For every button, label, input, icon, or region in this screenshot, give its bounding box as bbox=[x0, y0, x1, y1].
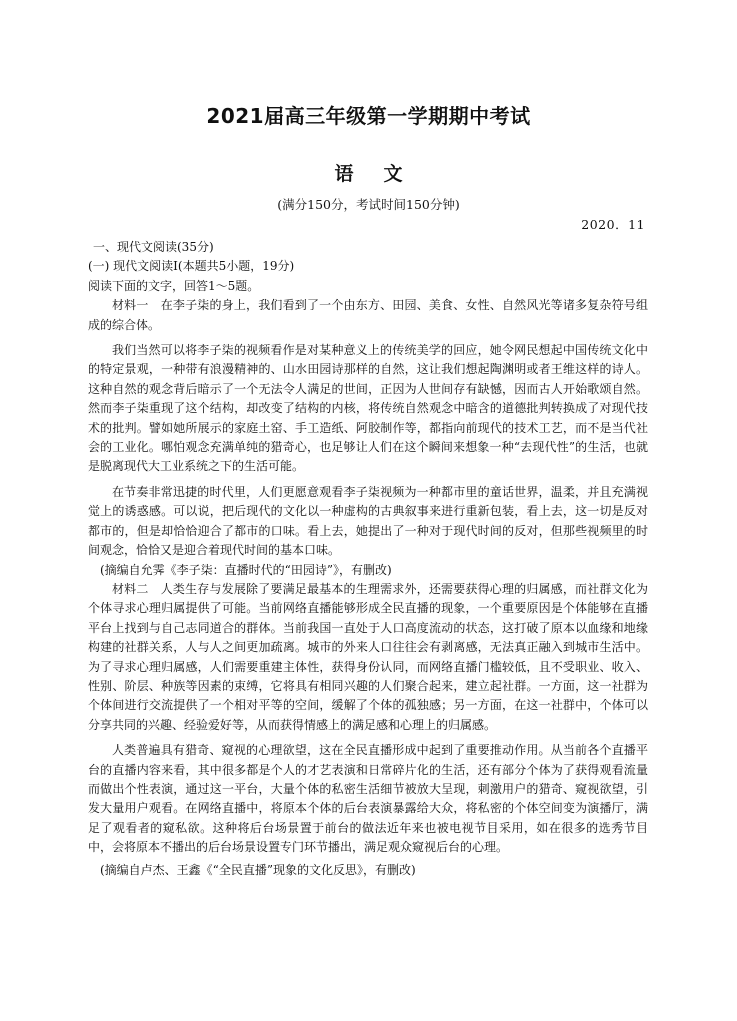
subject-heading: 语文 bbox=[334, 163, 433, 185]
material2-paragraph: 材料二 人类生存与发展除了要满足最基本的生理需求外，还需要获得心理的归属感，而社群文化为个体寻求心理归属提供了可能。当前网络直播能够形成全民直播的现象，一个重要原因是个体能够在直播平台上找到与自己志同道合的群体。当前我国一直处于人口高度流动的状态，这打破了原本以血缘和地缘构建的社群关系，人与人之间更加疏离。城市的外来人口往往会有剥离感，无法真正融入到城市生活中。为了寻求心理归属感，人们需要重建主体性，获得身份认同，而网络直播门槛较低，且不受职业、收入、性别、阶层、种族等因素的束缚，它将具有相同兴趣的人们聚合起来，建立起社群。一方面，这一社群为个体间进行交流提供了一个相对平等的空间，缓解了个体的孤独感；另一方面，在这一社群中，个体可以分享共同的兴趣、经验爱好等，从而获得情感上的满足感和心理上的归属感。 bbox=[88, 581, 648, 732]
material2-paragraph: 人类普遍具有猎奇、窥视的心理欲望，这在全民直播形成中起到了重要推动作用。从当前各个直播平台的直播内容来看，其中很多都是个人的才艺表演和日常碎片化的生活，还有部分个体为了获得观看流量而做出个性表演，通过这一平台，大量个体的私密生活细节被放大呈现，刺激用户的猎奇、窥视欲望，引发大量用户观看。在网络直播中，将原本个体的后台表演暴露给大众，将私密的个体空间变为演播厅，满足了观看者的窥私欲。这种将后台场景置于前台的做法近年来也被电视节目采用，如在很多的选秀节目中，会将原本不播出的后台场景设置专门环节播出，满足观众窥视后台的心理。 bbox=[88, 743, 648, 855]
material2-source: (摘编自卢杰、王鑫《“全民直播”现象的文化反思》，有删改) bbox=[100, 862, 416, 877]
exam-title: 2021届高三年级第一学期期中考试 bbox=[206, 104, 531, 128]
material1-paragraph: 材料一 在李子柒的身上，我们看到了一个由东方、田园、美食、女性、自然风光等诸多复杂符号组成的综合体。 bbox=[88, 298, 648, 332]
section-heading: 一、现代文阅读(35分) bbox=[93, 240, 214, 254]
material1-paragraph: 我们当然可以将李子柒的视频看作是对某种意义上的传统美学的回应，她令网民想起中国传统文化中的特定景观，一种带有浪漫精神的、山水田园诗那样的自然，这让我们想起陶渊明或者王维这样的诗人。这种自然的观念背后暗示了一个无法令人满足的世间，正因为人世间存有缺憾，因而古人开始歌颂自然。然而李子柒重现了这个结构，却改变了结构的内核，将传统自然观念中暗含的道德批判转换成了对现代技术的批判。譬如她所展示的家庭土窑、手工造纸、阿胶制作等，都指向前现代的技术工艺，而不是当代社会的工业化。哪怕观念充满单纯的猎奇心，也足够让人们在这个瞬间来想象一种“去现代性”的生活，也就是脱离现代大工业系统之下的生活可能。 bbox=[88, 343, 648, 474]
reading-instruction: 阅读下面的文字，回答1～5题。 bbox=[88, 278, 260, 293]
exam-date: 2020．11 bbox=[581, 217, 645, 232]
score-time-note: (满分150分，考试时间150分钟) bbox=[277, 197, 460, 212]
material1-paragraph: 在节奏非常迅捷的时代里，人们更愿意观看李子柒视频为一种都市里的童话世界，温柔，并且充满视觉上的诱惑感。可以说，把后现代的文化以一种虚构的古典叙事来进行重新包装，看上去，这一切是反对都市的，但是却恰恰迎合了都市的口味。看上去，她提出了一种对于现代时间的反对，但那些视频里的时间观念，恰恰又是迎合着现代时间的基本口味。 bbox=[88, 484, 648, 558]
material1-source: (摘编自允霁《李子柒：直播时代的“田园诗”》，有删改) bbox=[100, 562, 392, 577]
exam-body bbox=[88, 238, 648, 880]
subsection-heading: (一) 现代文阅读Ⅰ(本题共5小题，19分) bbox=[88, 259, 295, 274]
